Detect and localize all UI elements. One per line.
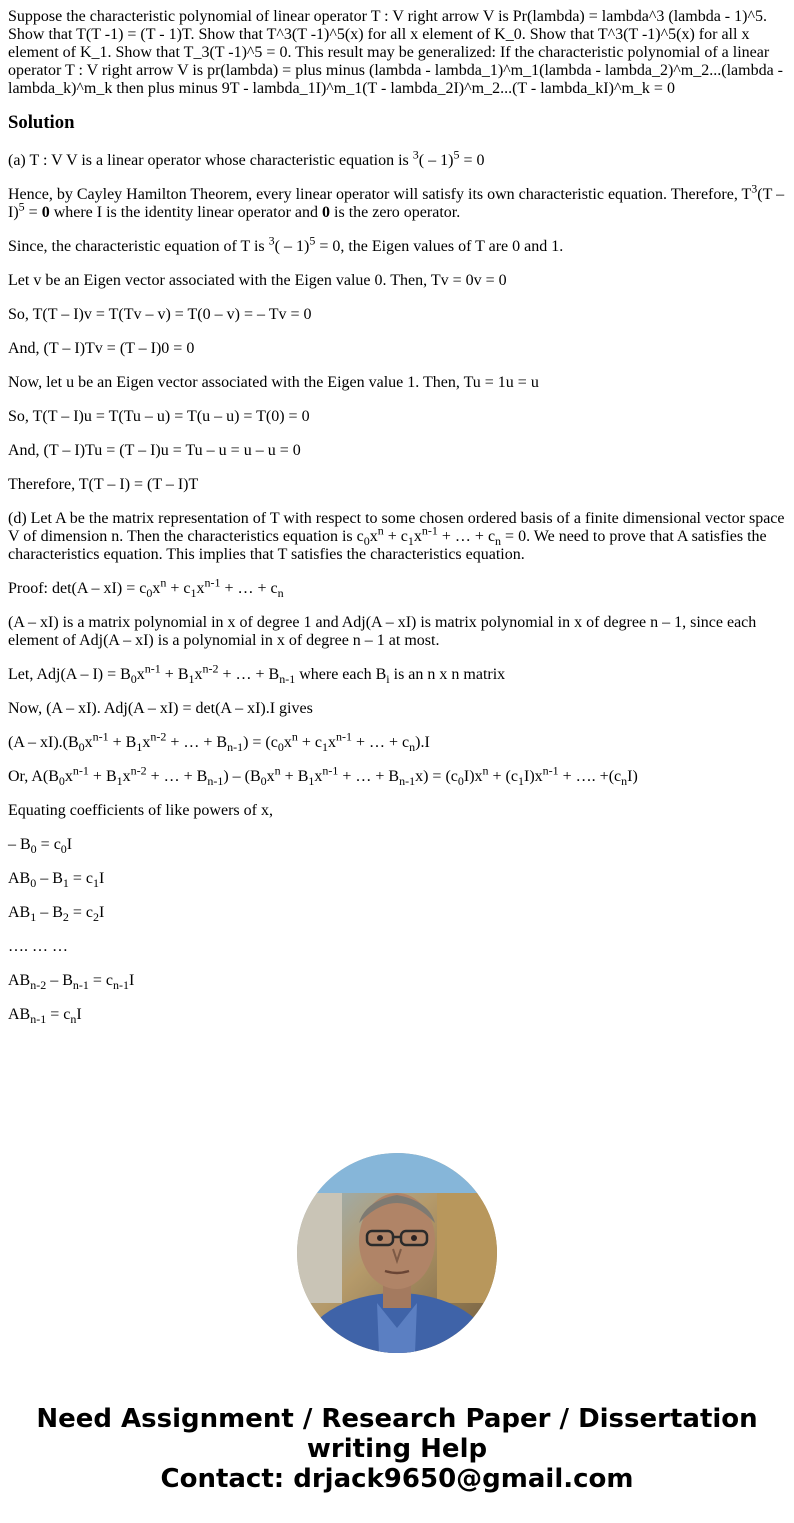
question-text: Suppose the characteristic polynomial of linear operator T : V right arrow V is Pr(lambda) = lambda^3 (lambda - 1)^5. Show that T(T -1) = (T - 1)T. Show that T^3(T -1)^5(x) for all x element of K_0. Show that T^3(T -1)^5(x) for all x element of K_1. Show that T_3(T -1)^5 = 0. This result may be generalized: If the characteristic polynomial of a linear operator T : V right arrow V is pr(lambda) = plus minus (lambda - lambda_1)^m_1(lambda - lambda_2)^m_2...(lambda - lambda_k)^m_k then plus minus 9T - lambda_1I)^m_1(T - lambda_2I)^m_2...(T - lambda_kI)^m_k = 0 (8, 8, 783, 97)
expanded-product-line: $(A - xI).(B_0x^{n-1} + B_1x^{n-2}$ + … + $B_{n-1}) = (c_0x^n + c_1x^{n-1}$ + … + $c_n).I$ (8, 729, 430, 755)
promo-contact: Contact: drjack9650@gmail.com (160, 1464, 634, 1494)
coefficient-eq-n: $AB_{n-1} = c_nI$ (8, 1006, 82, 1027)
alternate-form-line: Or, $A(B_0x^{n-1} + B_1x^{n-2}$ + … + $B_{n-1}) - (B_0x^n + B_1x^{n-1}$ + … + $B_{n-1}x) = (c_0I)x^n + (c_1I)x^{n-1}$ + …. $+(c_nI)$ (8, 763, 638, 789)
part-a-characteristic-equation: (a) T : V V is a linear operator whose characteristic equation is $^3$( – 1)$^5$ = 0 (8, 147, 485, 169)
equating-line: Equating coefficients of like powers of x, (8, 802, 273, 819)
ti-tu-line: And, (T – I)Tu = (T – I)u = Tu – u = u – u = 0 (8, 442, 301, 459)
matrix-polynomial-line: (A – xI) is a matrix polynomial in x of degree 1 and Adj(A – xI) is matrix polynomial in x of degree n – 1, since each element of Adj(A – xI) is a polynomial in x of degree n – 1 at most. (8, 614, 757, 649)
adj-product-line: Now, (A – xI). Adj(A – xI) = det(A – xI).I gives (8, 700, 313, 717)
adj-definition-line: Let, $Adj(A - I) = B_0x^{n-1} + B_1x^{n-2}$ + … + $B_{n-1}$ where each $B_i$ is an n x n matrix (8, 661, 506, 687)
proof-det-line: Proof: $\det(A - xI) = c_0x^n + c_1x^{n-1}$ + … + $c_n$ (8, 575, 284, 601)
coefficient-eq-1: $AB_0 - B_1 = c_1I$ (8, 870, 105, 891)
promo-line-2: writing Help (306, 1434, 488, 1464)
coefficient-eq-2: $AB_1 - B_2 = c_2I$ (8, 904, 105, 925)
eigenvector-u-line: Now, let u be an Eigen vector associated with the Eigen value 1. Then, Tu = 1u = u (8, 374, 539, 391)
coefficient-eq-0: – $B_0 = c_0I$ (8, 836, 73, 857)
part-d-statement: (d) Let A be the matrix representation of T with respect to some chosen ordered basis of a finite dimensional vector space V of dimension n. Then the characteristics equation is $c_0x^n + c_1x^{n-1}$ + … + $c_n = 0$. We need to prove that A satisfies the characteristics equation. This implies that T satisfies the characteristics equation. (8, 510, 785, 563)
promo-line-1: Need Assignment / Research Paper / Dissertation (36, 1404, 758, 1434)
solution-heading: Solution (8, 112, 75, 133)
tti-v-line: So, T(T – I)v = T(Tv – v) = T(0 – v) = – Tv = 0 (8, 306, 312, 323)
person-photo-icon (297, 1153, 497, 1353)
tti-u-line: So, T(T – I)u = T(Tu – u) = T(u – u) = T(0) = 0 (8, 408, 310, 425)
conclusion-line: Therefore, T(T – I) = (T – I)T (8, 476, 199, 493)
ellipsis-line: …. … … (8, 938, 68, 955)
coefficient-eq-n-1: $AB_{n-2} - B_{n-1} = c_{n-1}I$ (8, 972, 135, 993)
ti-tv-line: And, (T – I)Tv = (T – I)0 = 0 (8, 340, 195, 357)
cayley-hamilton-statement: Hence, by Cayley Hamilton Theorem, every linear operator will satisfy its own characteristic equation. Therefore, $T^3(T - I)^5 = 0$ where I is the identity linear operator and 0 is the zero operator. (8, 181, 785, 221)
promo-banner (0, 1404, 794, 1494)
eigenvector-v-line: Let v be an Eigen vector associated with the Eigen value 0. Then, Tv = 0v = 0 (8, 272, 507, 289)
eigenvalues-statement: Since, the characteristic equation of T is $^3$( – 1)$^5$ = 0, the Eigen values of T are 0 and 1. (8, 233, 564, 255)
